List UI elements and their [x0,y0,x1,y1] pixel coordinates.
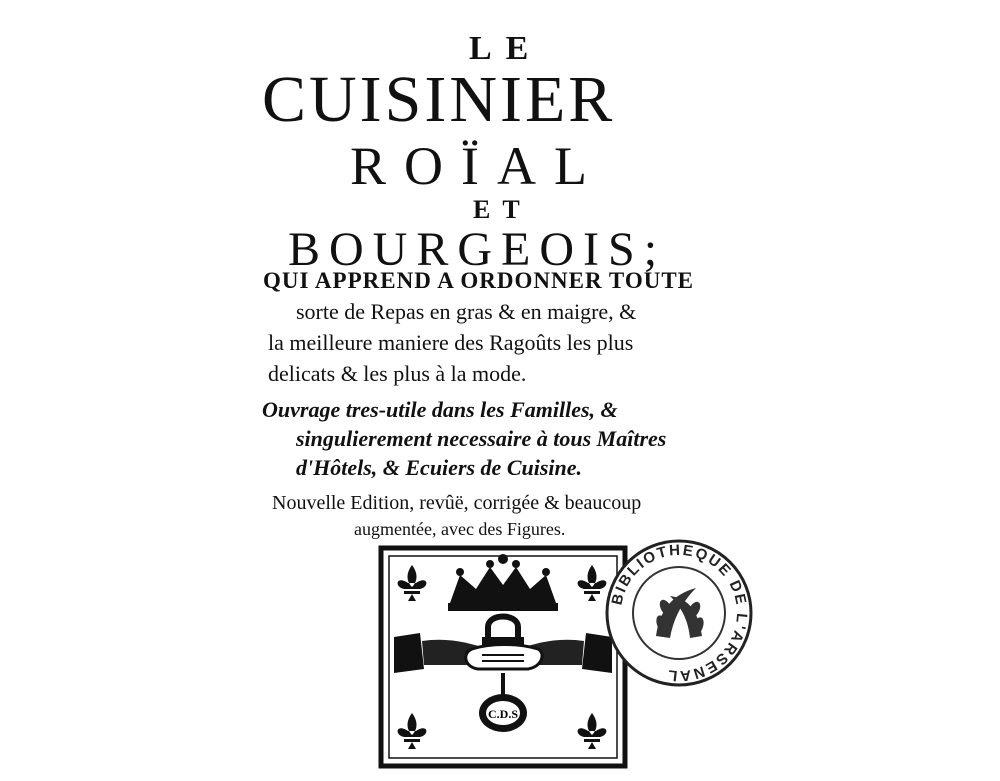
edition-line-2: augmentée, avec des Figures. [354,519,566,539]
subtitle-line-1: QUI APPREND A ORDONNER TOUTE [263,268,694,293]
title-le: LE [469,30,543,67]
monogram-oval [479,673,527,732]
crown-icon [448,554,558,611]
library-stamp [604,538,754,688]
title-et: ET [473,195,532,224]
italic-line-3: d'Hôtels, & Ecuiers de Cuisine. [296,455,583,480]
monogram-text: C.D.S [487,707,519,721]
italic-line-1: Ouvrage tres-utile dans les Familles, & [262,397,618,422]
fleur-de-lis-icon [578,565,607,601]
subtitle-line-4: delicats & les plus à la mode. [268,361,527,386]
subtitle-line-2: sorte de Repas en gras & en maigre, & [296,299,637,324]
printers-emblem [378,545,628,769]
fleur-de-lis-icon [398,565,427,601]
stamp-text: BIBLIOTHEQUE DE L'ARSENAL [608,541,751,685]
subtitle-line-3: la meilleure maniere des Ragoûts les plus [268,330,634,355]
fleur-de-lis-icon [398,713,427,749]
title-bourgeois: BOURGEOIS; [288,223,667,276]
italic-line-2: singulierement necessaire à tous Maîtres [296,426,667,451]
title-roial: ROÏAL [350,136,605,196]
title-cuisinier: CUISINIER [262,63,616,136]
fleur-de-lis-icon [578,713,607,749]
edition-line-1: Nouvelle Edition, revûë, corrigée & beaucoup [272,492,642,514]
